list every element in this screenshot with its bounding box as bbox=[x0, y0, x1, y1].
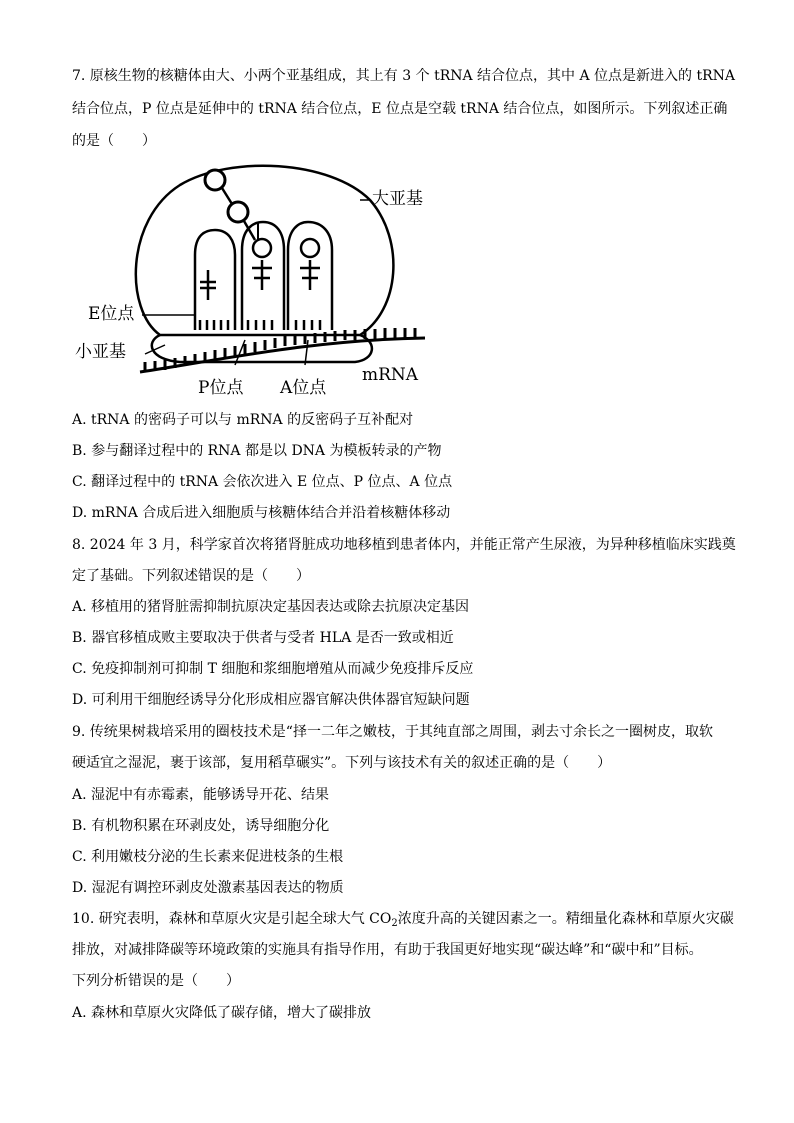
q9-stem-line-1: 9. 传统果树栽培采用的圈枝技术是“择一二年之嫩枝，于其纯直部之周围，剥去寸余长之一圈树皮，取软 bbox=[72, 724, 713, 740]
q8-option-c: C. 免疫抑制剂可抑制 T 细胞和浆细胞增殖从而减少免疫排斥反应 bbox=[72, 661, 474, 677]
q10-stem-line-2: 排放，对减排降碳等环境政策的实施具有指导作用，有助于我国更好地实现“碳达峰”和“碳中和”目标。 bbox=[72, 942, 703, 958]
q9-option-d: D. 湿泥有调控环剥皮处激素基因表达的物质 bbox=[72, 880, 344, 896]
large-subunit-shape bbox=[136, 166, 394, 335]
q10-stem-line-1 bbox=[72, 909, 734, 934]
q10-stem-part-2: 浓度升高的关键因素之一。精细量化森林和草原火灾碳 bbox=[397, 911, 734, 927]
q10-option-a: A. 森林和草原火灾降低了碳存储，增大了碳排放 bbox=[72, 1005, 372, 1021]
ribosome-diagram bbox=[70, 160, 440, 400]
q7-option-d: D. mRNA 合成后进入细胞质与核糖体结合并沿着核糖体移动 bbox=[72, 505, 451, 521]
q7-stem-line-2: 结合位点，P 位点是延伸中的 tRNA 结合位点，E 位点是空载 tRNA 结合位点，如图所示。下列叙述正确 bbox=[72, 101, 728, 117]
co2-subscript: 2 bbox=[391, 918, 398, 929]
q9-option-a: A. 湿泥中有赤霉素，能够诱导开花、结果 bbox=[72, 787, 330, 803]
peptide-bead bbox=[228, 202, 248, 222]
trna-a-site bbox=[288, 222, 332, 330]
q9-option-b: B. 有机物积累在环剥皮处，诱导细胞分化 bbox=[72, 818, 330, 834]
trna-p-site bbox=[242, 222, 284, 330]
q9-option-c: C. 利用嫩枝分泌的生长素来促进枝条的生根 bbox=[72, 849, 344, 865]
label-a-site: A位点 bbox=[280, 378, 327, 398]
q7-option-a: A. tRNA 的密码子可以与 mRNA 的反密码子互补配对 bbox=[72, 412, 414, 428]
label-mrna: mRNA bbox=[362, 365, 419, 385]
peptide-bead bbox=[205, 170, 225, 190]
q7-option-b: B. 参与翻译过程中的 RNA 都是以 DNA 为模板转录的产物 bbox=[72, 443, 442, 459]
label-small-subunit: 小亚基 bbox=[75, 342, 126, 362]
trna-e-site bbox=[195, 230, 235, 330]
q10-stem-part-1: 10. 研究表明，森林和草原火灾是引起全球大气 CO bbox=[72, 911, 392, 927]
q7-stem-line-1: 7. 原核生物的核糖体由大、小两个亚基组成，其上有 3 个 tRNA 结合位点，其中 A 位点是新进入的 tRNA bbox=[72, 68, 736, 84]
label-large-subunit: 大亚基 bbox=[372, 189, 423, 209]
q10-stem-line-3: 下列分析错误的是（ ） bbox=[72, 973, 240, 989]
q8-option-d: D. 可利用干细胞经诱导分化形成相应器官解决供体器官短缺问题 bbox=[72, 692, 470, 708]
label-p-site: P位点 bbox=[198, 378, 244, 398]
q8-option-b: B. 器官移植成败主要取决于供者与受者 HLA 是否一致或相近 bbox=[72, 630, 454, 646]
q7-stem-line-3: 的是（ ） bbox=[72, 133, 156, 149]
q8-option-a: A. 移植用的猪肾脏需抑制抗原决定基因表达或除去抗原决定基因 bbox=[72, 599, 470, 615]
label-e-site: E位点 bbox=[88, 304, 135, 324]
q9-stem-line-2: 硬适宜之湿泥，裹于该部，复用稻草碾实”。下列与该技术有关的叙述正确的是（ ） bbox=[72, 755, 612, 771]
q7-option-c: C. 翻译过程中的 tRNA 会依次进入 E 位点、P 位点、A 位点 bbox=[72, 474, 453, 490]
q8-stem-line-1: 8. 2024 年 3 月，科学家首次将猪肾脏成功地移植到患者体内，并能正常产生尿液，为异种移植临床实践奠 bbox=[72, 537, 736, 553]
q8-stem-line-2: 定了基础。下列叙述错误的是（ ） bbox=[72, 568, 310, 584]
